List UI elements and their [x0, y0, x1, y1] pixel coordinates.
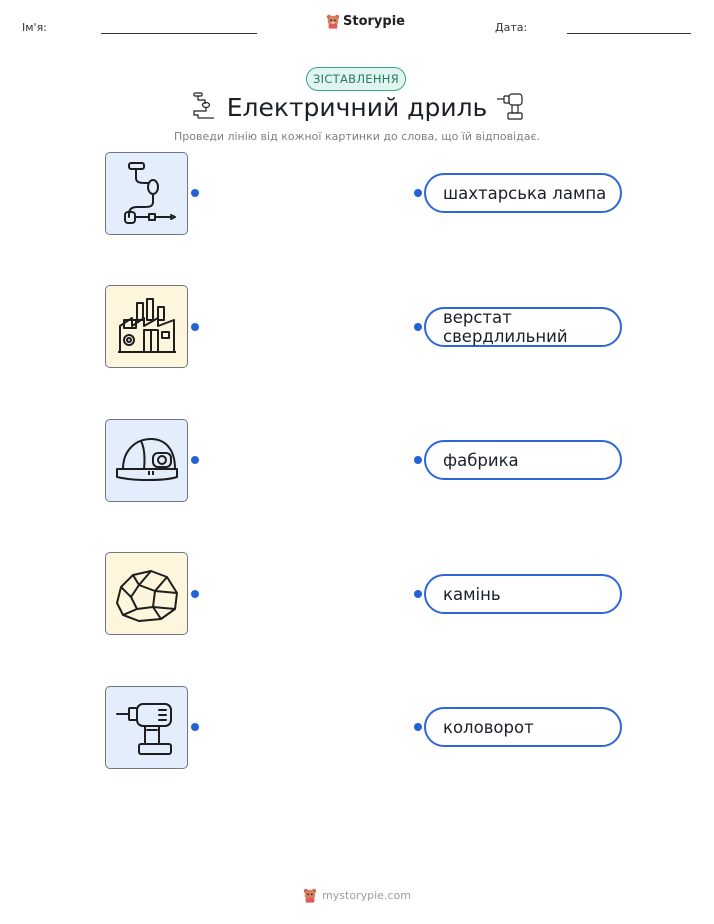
- word-option[interactable]: фабрика: [424, 440, 622, 480]
- word-option[interactable]: шахтарська лампа: [424, 173, 622, 213]
- picture-match-dot[interactable]: [191, 323, 199, 331]
- electric-drill-icon: [113, 696, 181, 760]
- activity-type-badge: ЗІСТАВЛЕННЯ: [306, 67, 406, 91]
- word-match-dot[interactable]: [414, 456, 422, 464]
- picture-card-hand-drill[interactable]: [105, 152, 188, 235]
- picture-card-electric-drill[interactable]: [105, 686, 188, 769]
- hand-drill-icon: [115, 156, 179, 232]
- name-label: Ім'я:: [22, 21, 47, 34]
- word-option[interactable]: верстат свердлильний: [424, 307, 622, 347]
- miner-helmet-icon: [111, 431, 183, 491]
- picture-match-dot[interactable]: [191, 590, 199, 598]
- date-label: Дата:: [495, 21, 528, 34]
- bear-mascot-icon: [326, 14, 340, 29]
- picture-card-factory[interactable]: [105, 285, 188, 368]
- word-match-dot[interactable]: [414, 189, 422, 197]
- worksheet-title: Електричний дриль: [226, 93, 488, 122]
- word-match-dot[interactable]: [414, 323, 422, 331]
- brand-name: Storypie: [343, 14, 405, 29]
- picture-match-dot[interactable]: [191, 189, 199, 197]
- word-match-dot[interactable]: [414, 723, 422, 731]
- factory-icon: [114, 294, 180, 360]
- word-option[interactable]: коловорот: [424, 707, 622, 747]
- date-field-line[interactable]: [567, 33, 691, 34]
- word-option[interactable]: камінь: [424, 574, 622, 614]
- electric-drill-icon: [496, 91, 526, 123]
- word-match-dot[interactable]: [414, 590, 422, 598]
- name-field-line[interactable]: [101, 33, 257, 34]
- bear-mascot-icon: [303, 888, 317, 903]
- picture-match-dot[interactable]: [191, 456, 199, 464]
- stone-icon: [111, 563, 183, 625]
- footer-site[interactable]: mystorypie.com: [322, 889, 411, 902]
- picture-match-dot[interactable]: [191, 723, 199, 731]
- storypie-logo: [326, 14, 405, 29]
- instructions: Проведи лінію від кожної картинки до слова, що їй відповідає.: [173, 130, 540, 143]
- footer: [0, 888, 714, 903]
- picture-card-miner-helmet[interactable]: [105, 419, 188, 502]
- picture-card-stone[interactable]: [105, 552, 188, 635]
